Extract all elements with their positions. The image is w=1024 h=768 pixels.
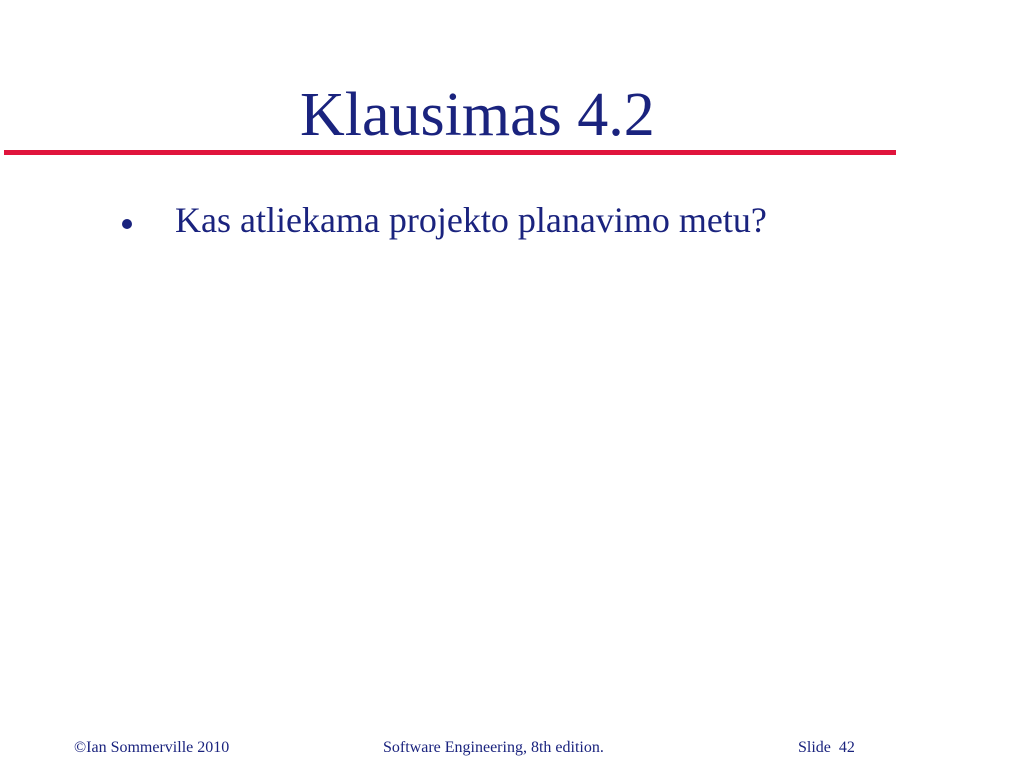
title-underline	[4, 150, 896, 155]
bullet-dot-icon	[122, 219, 132, 229]
slide-title: Klausimas 4.2	[300, 81, 655, 149]
footer-slide-number	[798, 738, 855, 758]
slide-label: Slide	[798, 739, 831, 756]
slide-number: 42	[838, 739, 855, 756]
bullet-list	[120, 196, 767, 244]
bullet-item	[120, 196, 767, 244]
footer-book-title: Software Engineering, 8th edition.	[383, 739, 604, 756]
bullet-text: Kas atliekama projekto planavimo metu?	[175, 200, 767, 240]
footer-copyright: ©Ian Sommerville 2010	[74, 739, 230, 756]
